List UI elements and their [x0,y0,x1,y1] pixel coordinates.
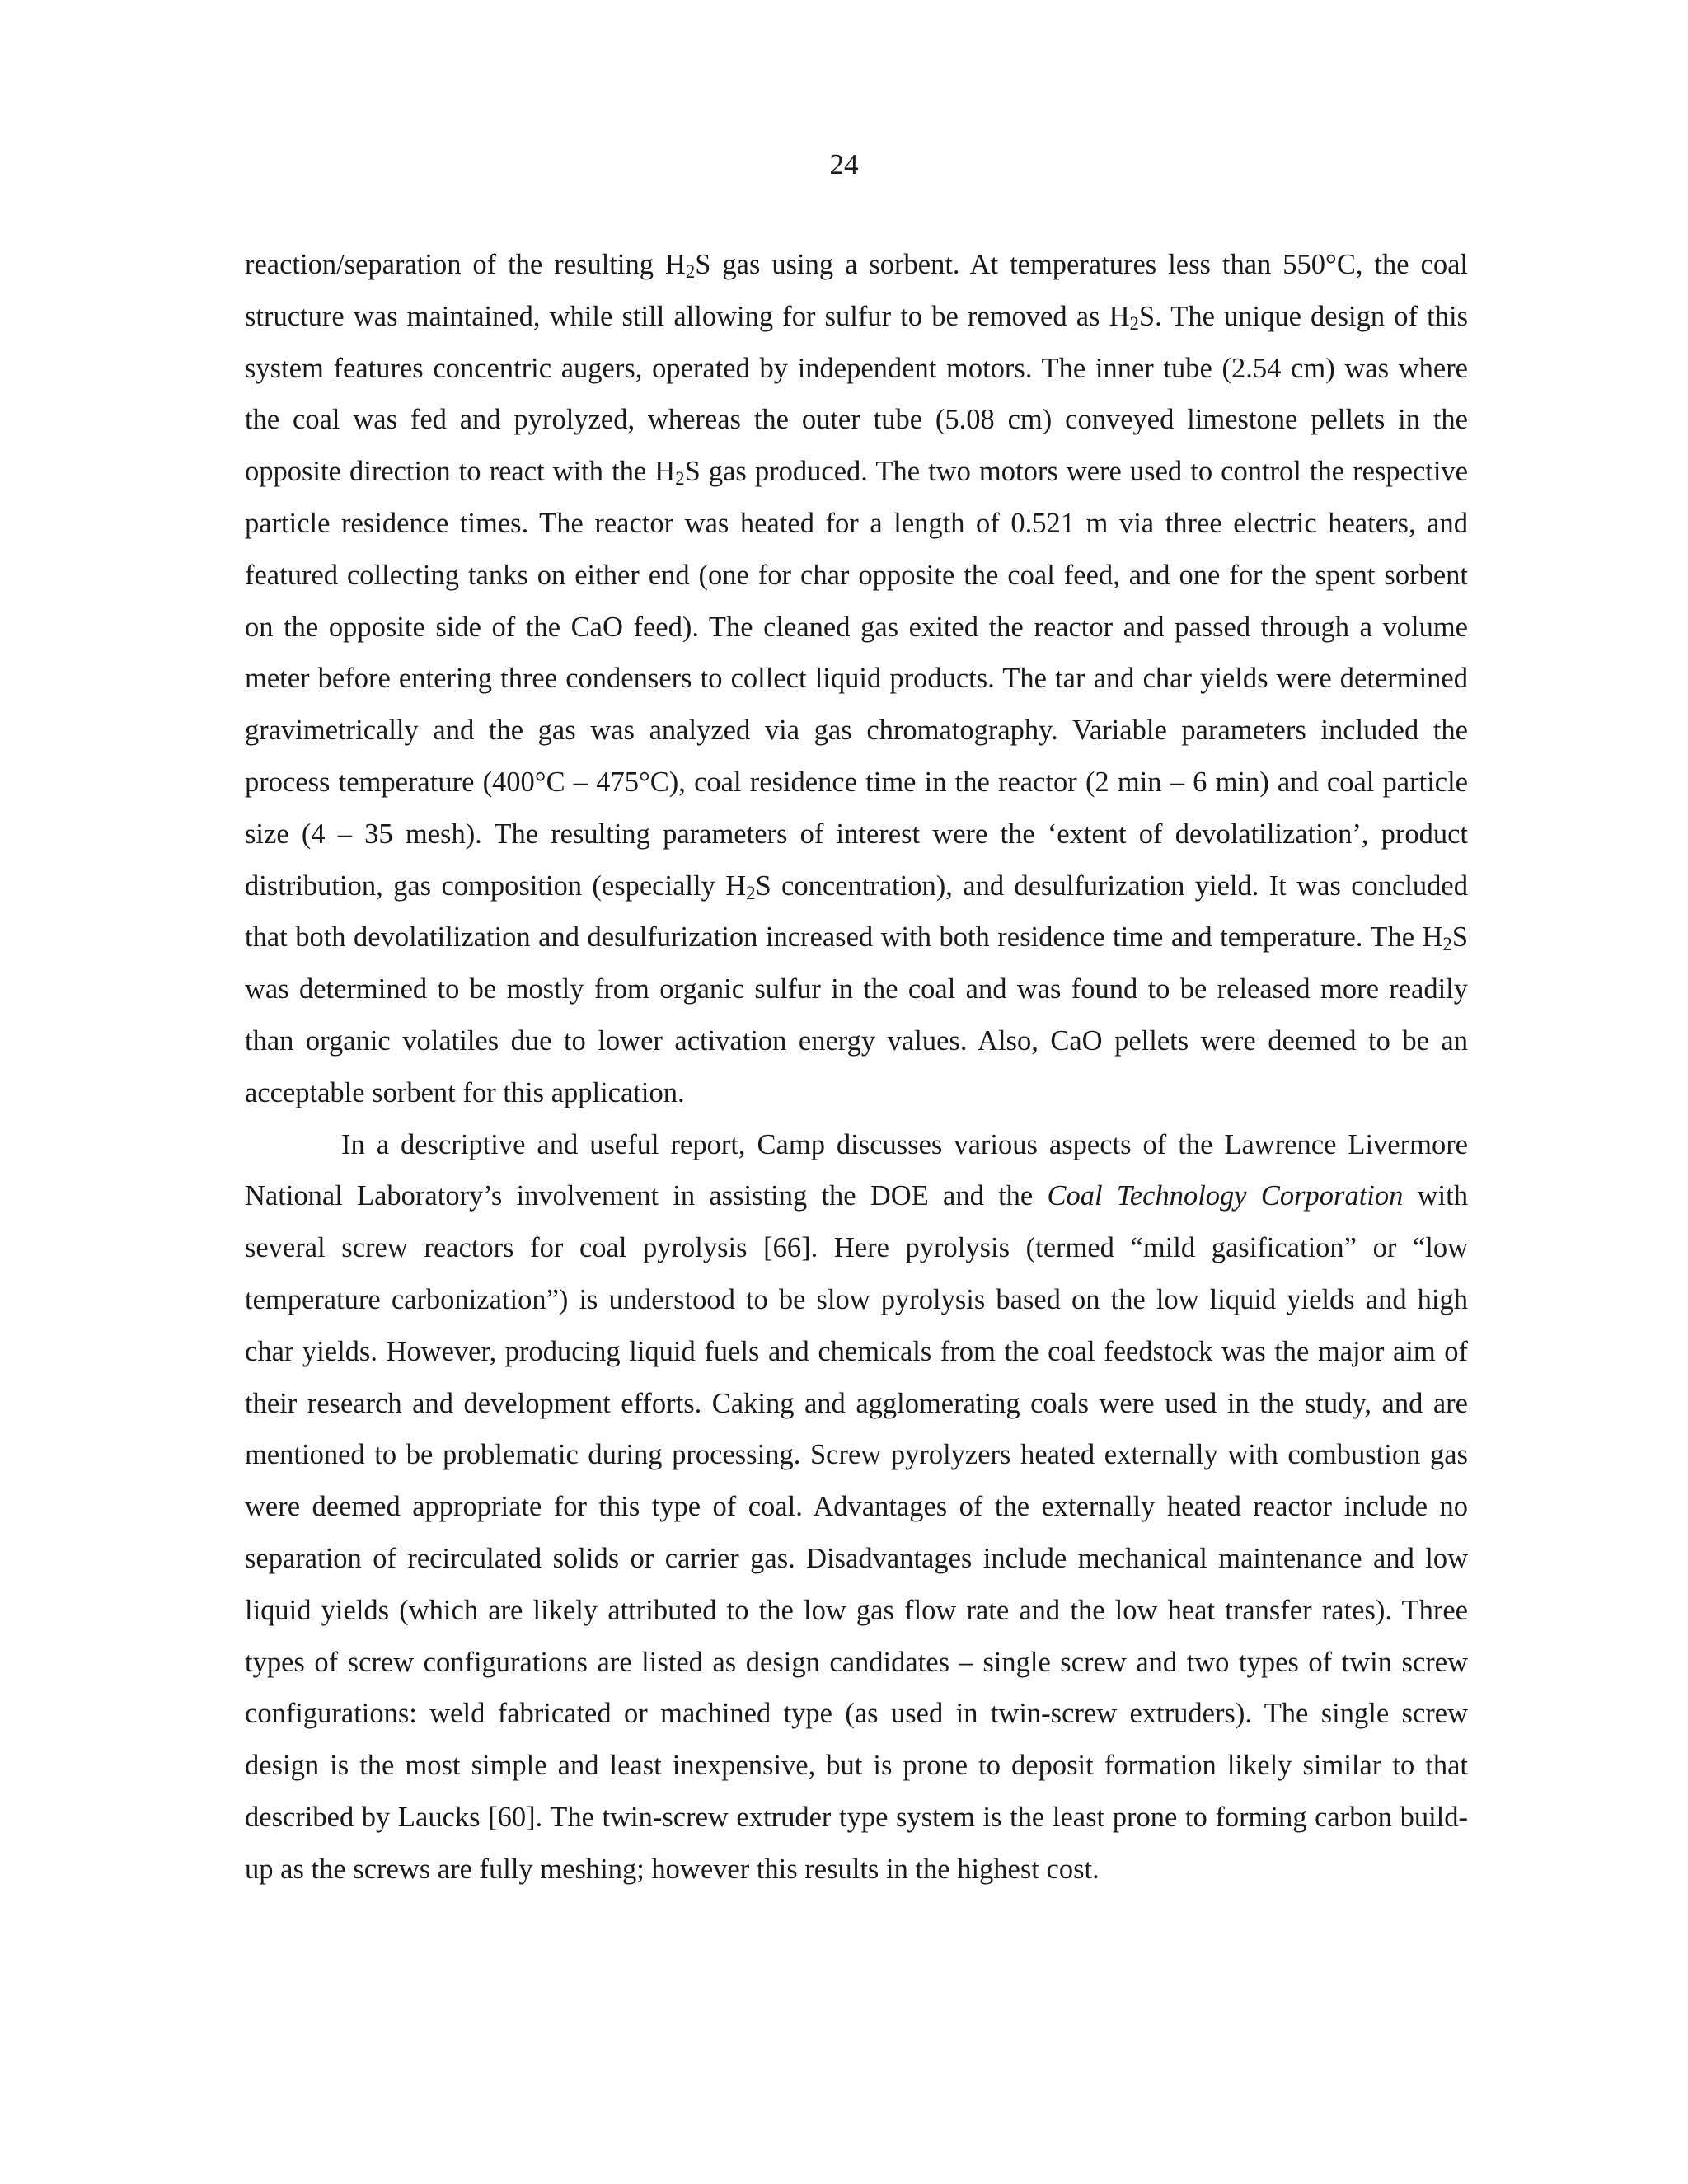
italic-organization-name: Coal Technology Corporation [1047,1180,1404,1212]
text-run: S gas using a sorbent. At temperatures less than 550°C, the coal structure was maintained, while still allowing for sulfur to be removed as H [245,249,1468,332]
paragraph-1 [245,239,1468,1119]
subscript-2: 2 [685,261,696,282]
subscript-2: 2 [1129,312,1139,334]
text-run: S concentration), and desulfurization yield. It was concluded that both devolatilization and desulfurization increased with both residence time and temperature. The H [245,869,1468,954]
text-run: In a descriptive and useful report, Camp discusses various aspects of the Lawrence Livermore National Laboratory’s involvement in assisting the DOE and the [245,1128,1468,1212]
paragraph-2 [245,1119,1468,1896]
body-text [245,239,1468,1896]
text-run: S. The unique design of this system features concentric augers, operated by independent motors. The inner tube (2.54 cm) was where the coal was fed and pyrolyzed, whereas the outer tube (5.08 cm) conveyed limestone pellets in the opposite direction to react with the H [245,300,1468,488]
subscript-2: 2 [746,882,756,903]
text-run: S was determined to be mostly from organic sulfur in the coal and was found to be released more readily than organic volatiles due to lower activation energy values. Also, CaO pellets were deemed to be an acceptable sorbent for this application. [245,921,1468,1108]
text-run: with several screw reactors for coal pyrolysis [66]. Here pyrolysis (termed “mild gasification” or “low temperature carbonization”) is understood to be slow pyrolysis based on the low liquid yields and high char yields. However, producing liquid fuels and chemicals from the coal feedstock was the major aim of their research and development efforts. Caking and agglomerating coals were used in the study, and are mentioned to be problematic during processing. Screw pyrolyzers heated externally with combustion gas were deemed appropriate for this type of coal. Advantages of the externally heated reactor include no separation of recirculated solids or carrier gas. Disadvantages include mechanical maintenance and low liquid yields (which are likely attributed to the low gas flow rate and the low heat transfer rates). Three types of screw configurations are listed as design candidates – single screw and two types of twin screw configurations: weld fabricated or machined type (as used in twin-screw extruders). The single screw design is the most simple and least inexpensive, but is prone to deposit formation likely similar to that described by Laucks [60]. The twin-screw extruder type system is the least prone to forming carbon build-up as the screws are fully meshing; however this results in the highest cost. [245,1180,1468,1885]
text-run: S gas produced. The two motors were used to control the respective particle residence times. The reactor was heated for a length of 0.521 m via three electric heaters, and featured collecting tanks on either end (one for char opposite the coal feed, and one for the spent sorbent on the opposite side of the CaO feed). The cleaned gas exited the reactor and passed through a volume meter before entering three condensers to collect liquid products. The tar and char yields were determined gravimetrically and the gas was analyzed via gas chromatography. Variable parameters included the process temperature (400°C – 475°C), coal residence time in the reactor (2 min – 6 min) and coal particle size (4 – 35 mesh). The resulting parameters of interest were the ‘extent of devolatilization’, product distribution, gas composition (especially H [245,456,1468,902]
subscript-2: 2 [1442,934,1452,955]
text-run: reaction/separation of the resulting H [245,249,686,280]
subscript-2: 2 [675,468,685,490]
page-number: 24 [829,148,859,180]
